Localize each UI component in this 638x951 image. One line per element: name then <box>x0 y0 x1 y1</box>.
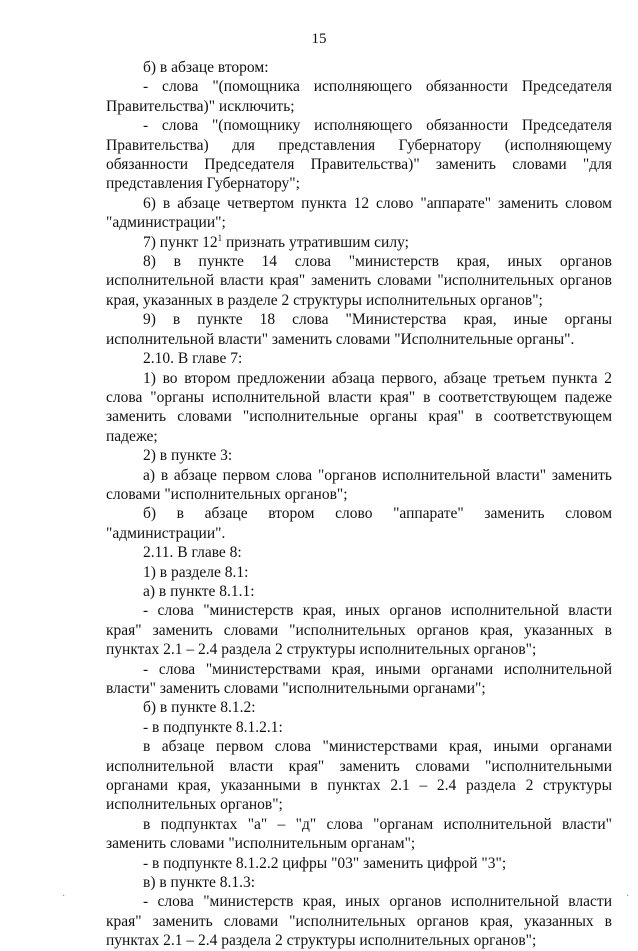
paragraph-13: 2.11. В главе 8: <box>143 544 242 562</box>
paragraph-5-superscript: 1 <box>217 232 223 243</box>
page-number: 15 <box>311 31 327 47</box>
document-body <box>106 58 612 951</box>
scan-speck-right: · <box>626 891 630 902</box>
paragraph-3: - слова "(помощнику исполняющего обязанности Председателя Правительства) для представления Губернатору (исполняющему обязанности Председателя Правительства)" заменить словами "для представления Губернатору"; <box>106 117 612 193</box>
paragraph-24: - слова "министерств края, иных органов исполнительной власти края" заменить словами "исполнительных органов края, указанных в пунктах 2.1 – 2.4 раздела 2 структуры исполнительных органов"; <box>106 893 612 950</box>
paragraph-8: 2.10. В главе 7: <box>143 350 243 368</box>
scan-speck-left: · <box>62 891 66 902</box>
paragraph-5-text-after: признать утратившим силу; <box>222 233 409 251</box>
paragraph-17: - слова "министерствами края, иными органами исполнительной власти" заменить словами "исполнительными органами"; <box>106 660 612 697</box>
paragraph-19: - в подпункте 8.1.2.1: <box>143 718 283 736</box>
paragraph-1: б) в абзаце втором: <box>143 59 269 76</box>
paragraph-21: в подпунктах "а" – "д" слова "органам исполнительной власти" заменить словами "исполнительным органам"; <box>106 815 612 853</box>
paragraph-4: 6) в абзаце четвертом пункта 12 слово "аппарате" заменить словом "администрации"; <box>106 194 612 232</box>
paragraph-16: - слова "министерств края, иных органов исполнительной власти края" заменить словами "исполнительных органов края, указанных в пунктах 2.1 – 2.4 раздела 2 структуры исполнительных органов"; <box>106 602 612 659</box>
paragraph-18: б) в пункте 8.1.2: <box>143 699 256 717</box>
paragraph-9: 1) во втором предложении абзаца первого, абзаце третьем пункта 2 слова "органы исполнительной власти края" в соответствующем падеже заменить словами "исполнительные органы края" в соответствующем падеже; <box>106 369 612 445</box>
paragraph-20: в абзаце первом слова "министерствами края, иными органами исполнительной власти края" заменить словами "исполнительными органами края, указанными в пунктах 2.1 – 2.4 раздела 2 структуры исполнительных органов"; <box>106 738 612 814</box>
paragraph-11: а) в абзаце первом слова "органов исполнительной власти" заменить словами "исполнительных органов"; <box>106 466 612 503</box>
paragraph-10: 2) в пункте 3: <box>143 447 233 465</box>
paragraph-12: б) в абзаце втором слово "аппарате" заменить словом "администрации". <box>106 505 612 542</box>
paragraph-14: 1) в разделе 8.1: <box>143 563 249 581</box>
paragraph-5 <box>106 233 612 252</box>
paragraph-5-text-before: 7) пункт 12 <box>143 233 218 251</box>
paragraph-6: 8) в пункте 14 слова "министерств края, иных органов исполнительной власти края" заменить словами "исполнительных органов края, указанных в разделе 2 структуры исполнительных органов"; <box>106 253 612 309</box>
paragraph-2: - слова "(помощника исполняющего обязанности Председателя Правительства)" исключить; <box>106 78 612 115</box>
paragraph-23: в) в пункте 8.1.3: <box>143 874 256 892</box>
paragraph-15: а) в пункте 8.1.1: <box>143 582 255 600</box>
paragraph-7: 9) в пункте 18 слова "Министерства края, иные органы исполнительной власти" заменить словами "Исполнительные органы". <box>106 311 612 348</box>
paragraph-22: - в подпункте 8.1.2.2 цифры "03" заменить цифрой "3"; <box>143 854 507 872</box>
